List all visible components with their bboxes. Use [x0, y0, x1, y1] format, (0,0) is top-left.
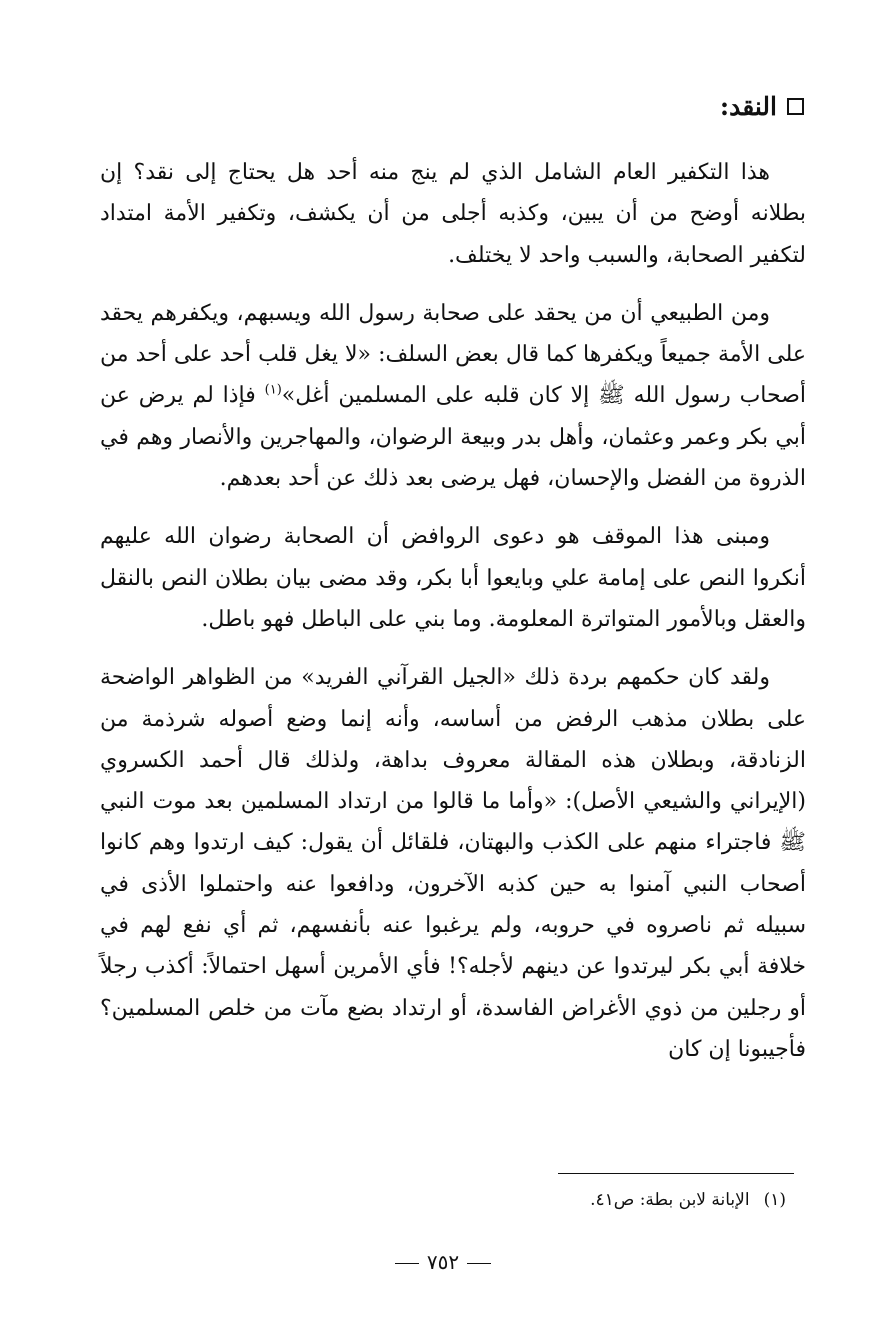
page-number-dash: [395, 1263, 419, 1264]
paragraph-2: ومن الطبيعي أن من يحقد على صحابة رسول الله ويسبهم، ويكفرهم يحقد على الأمة جميعاً ويكفرها كما قال بعض السلف: «لا يغل قلب أحد على أحد من أصحاب رسول الله ﷺ إلا كان قلبه على المسلمين أغل»$^{(١)}$ فإذا لم يرض عن أبي بكر وعمر وعثمان، وأهل بدر وبيعة الرضوان، والمهاجرين والأنصار وهم في الذروة من الفضل والإحسان، فهل يرضى بعد ذلك عن أحد بعدهم.: [100, 300, 806, 492]
footnote-text: الإبانة لابن بطة: ص٤١.: [590, 1190, 750, 1210]
footnote-number: (١): [763, 1190, 786, 1210]
paragraph-4: ولقد كان حكمهم بردة ذلك «الجيل القرآني الفريد» من الظواهر الواضحة على بطلان مذهب الرفض من أساسه، وأنه إنما وضع أصوله شرذمة من الزنادقة، وبطلان هذه المقالة معروف بداهة، ولذلك قال أحمد الكسروي (الإيراني والشيعي الأصل): «وأما ما قالوا من ارتداد المسلمين بعد موت النبي ﷺ فاجتراء منهم على الكذب والبهتان، فلقائل أن يقول: كيف ارتدوا وهم كانوا أصحاب النبي آمنوا به حين كذبه الآخرون، ودافعوا عنه واحتملوا الأذى في سبيله ثم ناصروه في حروبه، ولم يرغبوا عنه بأنفسهم، ثم أي نفع لهم في خلافة أبي بكر ليرتدوا عن دينهم لأجله؟! فأي الأمرين أسهل احتمالاً: أكذب رجلاً أو رجلين من ذوي الأغراض الفاسدة، أو ارتداد بضع مآت من خلص المسلمين؟ فأجيبونا إن كان: [100, 665, 807, 1062]
footnote: [590, 1190, 786, 1210]
paragraph-3: ومبنى هذا الموقف هو دعوى الروافض أن الصحابة رضوان الله عليهم أنكروا النص على إمامة علي وبايعوا أبا بكر، وقد مضى بيان بطلان النص بالنقل والعقل وبالأمور المتواترة المعلومة. وما بني على الباطل فهو باطل.: [100, 524, 806, 632]
section-heading-text: النقد:: [719, 92, 777, 121]
square-bullet-icon: [787, 98, 804, 115]
section-heading: [720, 92, 804, 121]
main-text: [100, 152, 806, 1087]
footnote-divider: [558, 1173, 794, 1174]
paragraph-1: هذا التكفير العام الشامل الذي لم ينج منه أحد هل يحتاج إلى نقد؟ إن بطلانه أوضح من أن يبين، وكذبه أجلى من أن يكشف، وتكفير الأمة امتداد لتكفير الصحابة، والسبب واحد لا يختلف.: [100, 160, 806, 268]
footnote-reference: (١): [264, 383, 282, 399]
page-number-value: ٧٥٢: [426, 1250, 460, 1274]
page-number-dash: [467, 1263, 491, 1264]
page-number: [0, 1250, 886, 1274]
